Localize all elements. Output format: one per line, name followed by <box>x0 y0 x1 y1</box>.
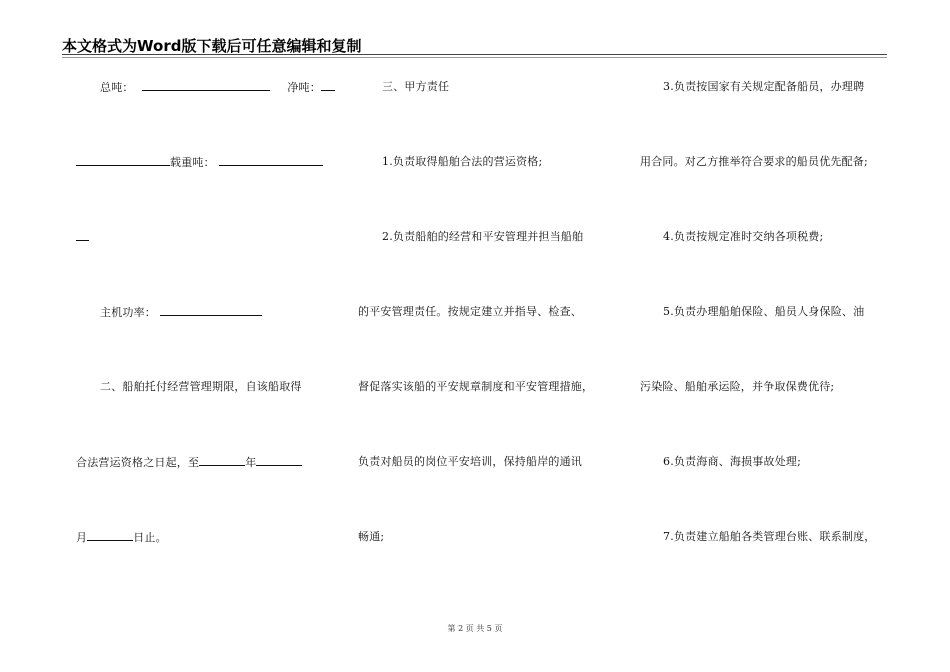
engine-power-line <box>100 305 262 320</box>
year-label: 年 <box>245 456 257 469</box>
party-a-item-6: 6.负责海商、海损事故处理; <box>663 455 802 468</box>
party-a-item-5-line-2: 污染险、船舶承运险，并争取保费优待; <box>640 380 835 393</box>
load-ton-label: 载重吨： <box>170 156 215 169</box>
term-start-text: 合法营运资格之日起，至 <box>76 456 200 469</box>
term-para-line-1: 二、船舶托付经营管理期限，自该船取得 <box>100 380 302 393</box>
party-a-heading: 三、甲方责任 <box>382 80 450 93</box>
party-a-item-2-line-3: 督促落实该船的平安规章制度和平安管理措施， <box>358 380 594 393</box>
party-a-item-1: 1.负责取得船舶合法的营运资格; <box>382 155 543 168</box>
party-a-item-3-line-1: 3.负责按国家有关规定配备船员，办理聘 <box>663 80 865 93</box>
load-tonnage-line <box>76 155 323 170</box>
load-ton-blank-continued <box>76 230 89 241</box>
party-a-item-2-line-5: 畅通; <box>358 530 385 543</box>
net-ton-label: 净吨： <box>287 81 321 94</box>
gross-ton-blank <box>142 80 270 91</box>
net-ton-blank <box>321 80 335 91</box>
gross-ton-label: 总吨： <box>100 81 134 94</box>
header-rule-secondary <box>62 57 887 58</box>
month-label: 月 <box>76 531 88 544</box>
term-end-text: 日止。 <box>133 531 167 544</box>
party-a-item-2-line-4: 负责对船员的岗位平安培训，保持船岸的通讯 <box>358 455 582 468</box>
load-ton-overflow-line <box>76 230 89 245</box>
net-ton-blank-continued <box>76 155 170 166</box>
term-para-line-2 <box>76 455 302 470</box>
engine-power-blank <box>160 305 262 316</box>
day-blank <box>87 530 133 541</box>
page-number: 第 2 页 共 5 页 <box>447 624 503 633</box>
term-para-line-3 <box>76 530 167 545</box>
party-a-item-4: 4.负责按规定准时交纳各项税费; <box>663 230 824 243</box>
header-rule <box>62 54 887 55</box>
gross-tonnage-line <box>100 80 335 95</box>
load-ton-blank <box>219 155 323 166</box>
year-blank <box>199 455 245 466</box>
party-a-item-2-line-1: 2.负责船舶的经营和平安管理并担当船舶 <box>382 230 584 243</box>
party-a-item-7: 7.负责建立船舶各类管理台账、联系制度， <box>663 530 876 543</box>
party-a-item-5-line-1: 5.负责办理船舶保险、船员人身保险、油 <box>663 305 865 318</box>
engine-power-label: 主机功率： <box>100 306 156 319</box>
month-blank <box>256 455 302 466</box>
party-a-item-3-line-2: 用合同。对乙方推举符合要求的船员优先配备; <box>640 155 868 168</box>
party-a-item-2-line-2: 的平安管理责任。按规定建立并指导、检查、 <box>358 305 582 318</box>
document-banner: 本文格式为Word版下载后可任意编辑和复制 <box>62 37 362 55</box>
